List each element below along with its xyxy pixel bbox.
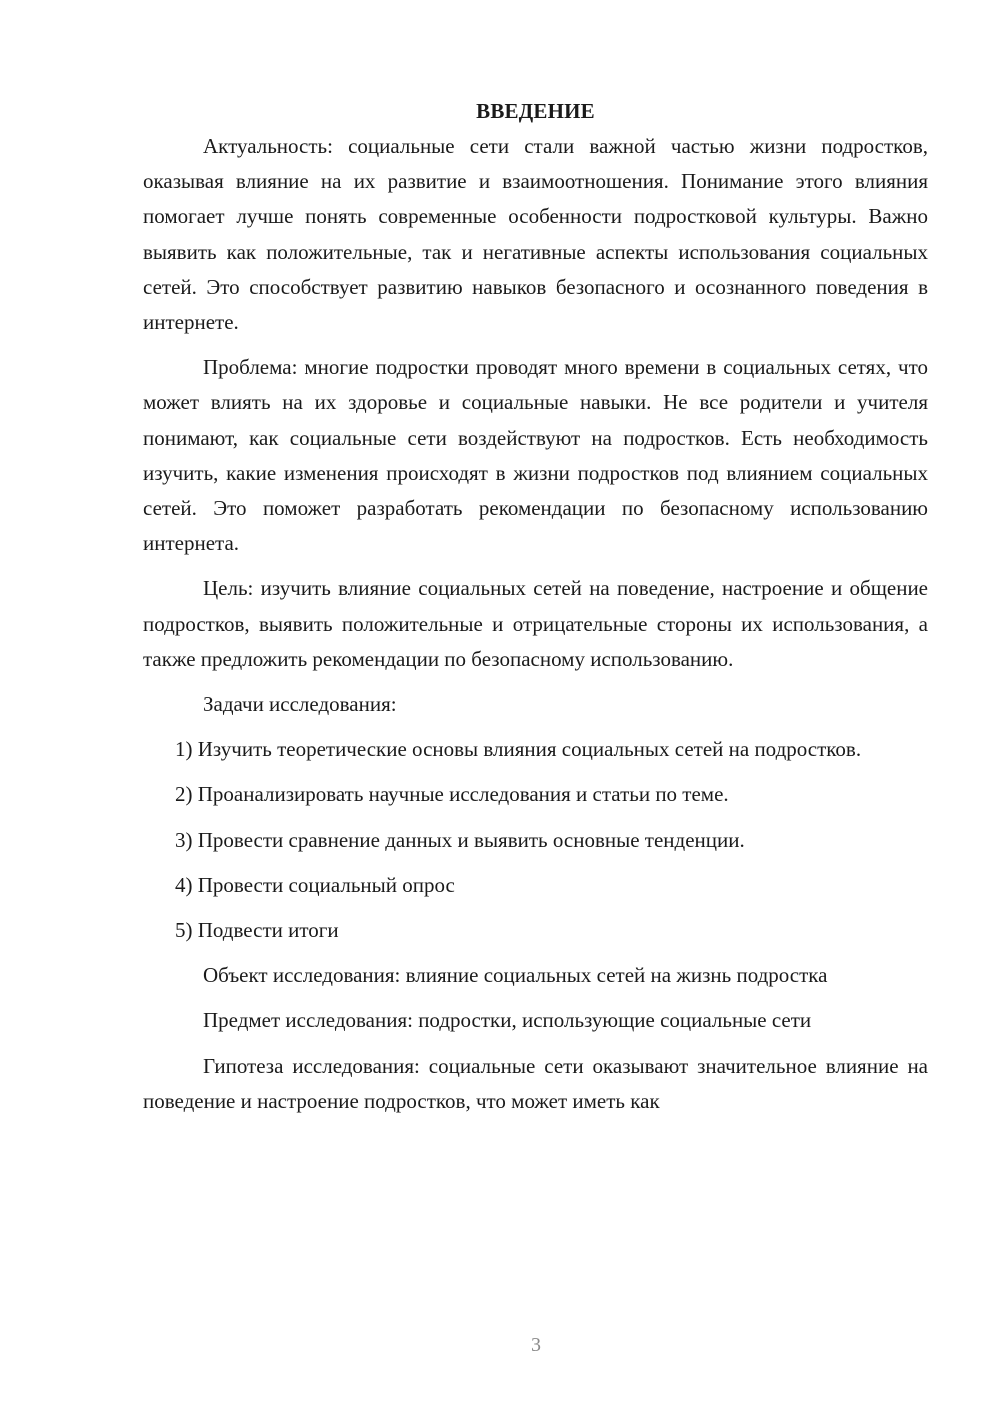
paragraph-object: Объект исследования: влияние социальных сетей на жизнь подростка	[203, 963, 828, 988]
task-item-5: 5) Подвести итоги	[175, 918, 339, 943]
paragraph-hypothesis: Гипотеза исследования: социальные сети оказывают значительное влияние на поведение и настроение подростков, что может иметь как	[143, 1053, 928, 1113]
paragraph-goal: Цель: изучить влияние социальных сетей на поведение, настроение и общение подростков, выявить положительные и отрицательные стороны их использования, а также предложить рекомендации по безопасному использованию.	[143, 576, 928, 671]
task-item-1: 1) Изучить теоретические основы влияния социальных сетей на подростков.	[175, 737, 862, 762]
task-item-3: 3) Провести сравнение данных и выявить основные тенденции.	[175, 827, 745, 852]
paragraph-subject: Предмет исследования: подростки, использующие социальные сети	[203, 1008, 812, 1033]
page-number: 3	[531, 1334, 541, 1356]
paragraph-problem: Проблема: многие подростки проводят много времени в социальных сетях, что может влиять на их здоровье и социальные навыки. Не все родители и учителя понимают, как социальные сети воздействуют на подростков. Есть необходимость изучить, какие изменения происходят в жизни подростков под влиянием социальных сетей. Это поможет разработать рекомендации по безопасному использованию интернета.	[143, 355, 928, 556]
task-item-4: 4) Провести социальный опрос	[175, 872, 455, 897]
task-item-2: 2) Проанализировать научные исследования и статьи по теме.	[175, 782, 729, 807]
paragraph-relevance: Актуальность: социальные сети стали важной частью жизни подростков, оказывая влияние на их развитие и взаимоотношения. Понимание этого влияния помогает лучше понять современные особенности подростковой культуры. Важно выявить как положительные, так и негативные аспекты использования социальных сетей. Это способствует развитию навыков безопасного и осознанного поведения в интернете.	[143, 134, 928, 335]
page-title: ВВЕДЕНИЕ	[476, 99, 595, 123]
document-page	[143, 94, 928, 1129]
tasks-heading: Задачи исследования:	[203, 692, 397, 717]
